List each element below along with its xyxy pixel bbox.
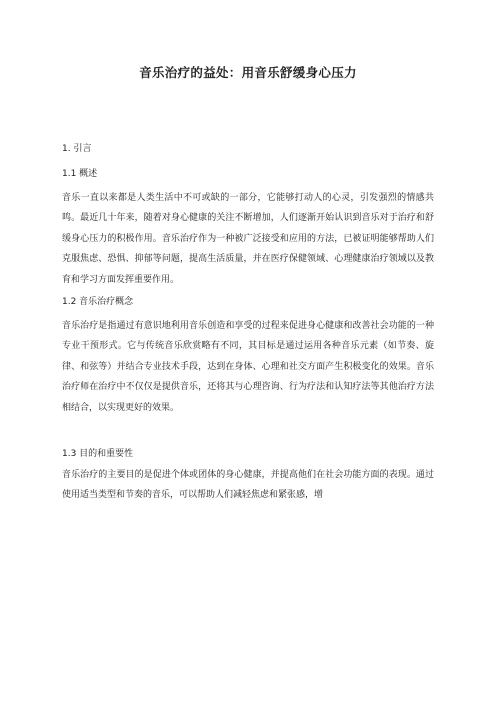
section-heading-purpose: 1.3 目的和重要性	[62, 449, 134, 459]
document-title: 音乐治疗的益处：用音乐舒缓身心压力	[139, 65, 357, 80]
paragraph-purpose: 音乐治疗的主要目的是促进个体或团体的身心健康，并提高他们在社会功能方面的表现。通过使用适当类型和节奏的音乐，可以帮助人们减轻焦虑和紧张感，增	[62, 470, 434, 501]
section-heading-overview: 1.1 概述	[62, 169, 98, 179]
paragraph-overview: 音乐一直以来都是人类生活中不可或缺的一部分，它能够打动人的心灵，引发强烈的情感共鸣。最近几十年来，随着对身心健康的关注不断增加，人们逐渐开始认识到音乐对于治疗和舒缓身心压力的积极作用。音乐治疗作为一种被广泛接受和应用的方法，已被证明能够帮助人们克服焦虑、恐惧、抑郁等问题，提高生活质量，并在医疗保健领域、心理健康治疗领域以及教育和学习方面发挥重要作用。	[62, 193, 434, 285]
paragraph-concept: 音乐治疗是指通过有意识地利用音乐创造和享受的过程来促进身心健康和改善社会功能的一种专业干预形式。它与传统音乐欣赏略有不同，其目标是通过运用各种音乐元素（如节奏、旋律、和弦等）并结合专业技术手段，达到在身体、心理和社交方面产生积极变化的效果。音乐治疗师在治疗中不仅仅是提供音乐，还将其与心理咨询、行为疗法和认知疗法等其他治疗方法相结合，以实现更好的效果。	[62, 321, 434, 413]
section-heading-intro: 1. 引言	[62, 144, 92, 154]
section-heading-concept: 1.2 音乐治疗概念	[62, 297, 134, 307]
